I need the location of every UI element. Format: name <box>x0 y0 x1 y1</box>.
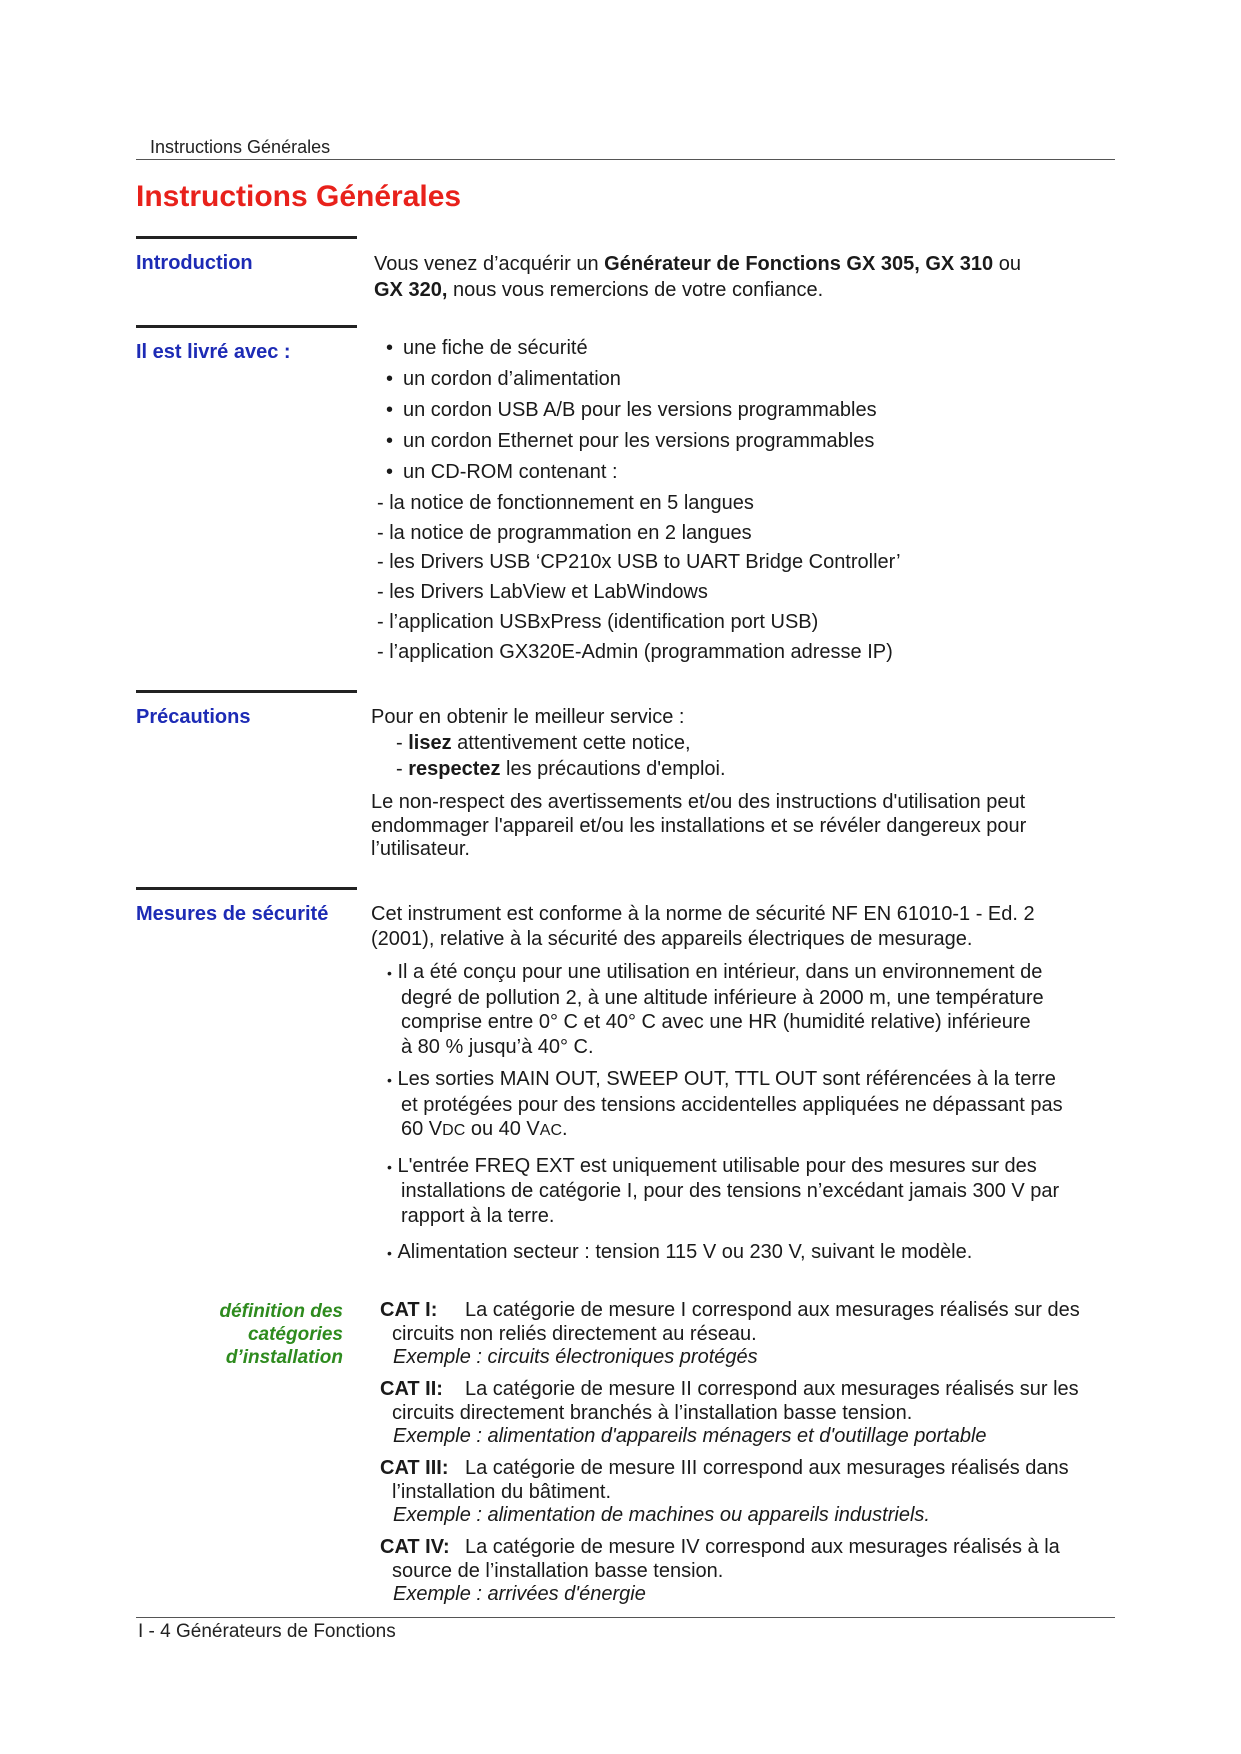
safety-bullets <box>378 960 1118 1266</box>
list-item: • un cordon d’alimentation <box>378 364 1118 395</box>
section-rule-introduction <box>136 236 357 239</box>
section-rule-delivered <box>136 325 357 328</box>
list-item: - l’application USBxPress (identification port USB) <box>377 610 819 633</box>
category-cat-4: CAT IV: La catégorie de mesure IV correspond aux mesurages réalisés à la source de l’installation basse tension. Exemple : arrivées d'énergie <box>380 1536 1060 1605</box>
precautions-item-1: - lisez attentivement cette notice, <box>396 732 691 754</box>
page-title: Instructions Générales <box>136 180 462 213</box>
precautions-intro: Pour en obtenir le meilleur service : <box>371 706 685 728</box>
bullet-icon: • <box>387 1245 392 1261</box>
section-rule-safety <box>136 887 357 890</box>
category-cat-1: CAT I: La catégorie de mesure I correspond aux mesurages réalisés sur des circuits non reliés directement au réseau. Exemple : circuits électroniques protégés <box>380 1299 1080 1368</box>
list-item: • un cordon USB A/B pour les versions programmables <box>378 395 1118 426</box>
category-cat-3: CAT III: La catégorie de mesure III correspond aux mesurages réalisés dans l’installation du bâtiment. Exemple : alimentation de machines ou appareils industriels. <box>380 1457 1069 1526</box>
safety-intro: Cet instrument est conforme à la norme de sécurité NF EN 61010-1 - Ed. 2 (2001), relative à la sécurité des appareils électriques de mesurage. <box>371 903 1035 950</box>
header-rule <box>136 159 1115 160</box>
bullet-icon: • <box>387 1158 392 1175</box>
precautions-text <box>371 704 1116 862</box>
list-item: - les Drivers USB ‘CP210x USB to UART Bridge Controller’ <box>377 551 901 574</box>
cd-contents-list <box>377 489 1117 667</box>
bullet-icon: • <box>387 1072 392 1088</box>
delivered-list <box>378 333 1118 488</box>
section-rule-precautions <box>136 690 357 693</box>
running-header: Instructions Générales <box>150 137 331 157</box>
safety-bullet-3: • L'entrée FREQ EXT est uniquement utilisable pour des mesures sur des installations de catégorie I, pour des tensions n’excédant jamais 300 V par rapport à la terre. <box>387 1154 1060 1227</box>
safety-bullet-2: • Les sorties MAIN OUT, SWEEP OUT, TTL OUT sont référencées à la terre et protégées pour des tensions accidentelles appliquées ne dépassant pas 60 VDC ou 40 VAC. <box>387 1068 1063 1140</box>
list-item: - les Drivers LabView et LabWindows <box>377 581 708 604</box>
precautions-warning: Le non-respect des avertissements et/ou des instructions d'utilisation peut endommager l'appareil et/ou les installations et se révéler dangereux pour l’utilisateur. <box>371 791 1027 860</box>
section-label-delivered: Il est livré avec : <box>136 341 291 363</box>
page-footer: I - 4 Générateurs de Fonctions <box>138 1621 396 1642</box>
safety-bullet-1: • Il a été conçu pour une utilisation en intérieur, dans un environnement de degré de pollution 2, à une altitude inférieure à 2000 m, une température comprise entre 0° C et 40° C avec une HR (humidité relative) inférieure à 80 % jusqu’à 40° C. <box>387 961 1044 1058</box>
section-label-introduction: Introduction <box>136 252 253 274</box>
list-item: • une fiche de sécurité <box>378 333 1118 364</box>
category-cat-2: CAT II: La catégorie de mesure II correspond aux mesurages réalisés sur les circuits directement branchés à l’installation basse tension. Exemple : alimentation d'appareils ménagers et d'outillage portable <box>380 1378 1079 1447</box>
list-item: • un cordon Ethernet pour les versions programmables <box>378 426 1118 457</box>
list-item: - la notice de programmation en 2 langues <box>377 521 752 544</box>
precautions-item-2: - respectez les précautions d'emploi. <box>396 758 726 780</box>
section-label-precautions: Précautions <box>136 706 251 728</box>
bullet-icon: • <box>387 965 392 981</box>
list-item: • un CD-ROM contenant : <box>378 457 1118 488</box>
list-item: - la notice de fonctionnement en 5 langues <box>377 492 754 514</box>
introduction-line-2: GX 320, nous vous remercions de votre confiance. <box>374 279 824 301</box>
list-item: - l’application GX320E-Admin (programmation adresse IP) <box>377 640 893 663</box>
introduction-line-1: Vous venez d’acquérir un Générateur de Fonctions GX 305, GX 310 ou <box>374 253 1021 275</box>
introduction-text <box>374 251 1114 303</box>
section-label-safety: Mesures de sécurité <box>136 903 329 925</box>
footer-rule <box>136 1617 1115 1618</box>
categories-side-label: définition des catégories d’installation <box>219 1301 343 1368</box>
safety-bullet-4: • Alimentation secteur : tension 115 V ou 230 V, suivant le modèle. <box>387 1241 973 1263</box>
